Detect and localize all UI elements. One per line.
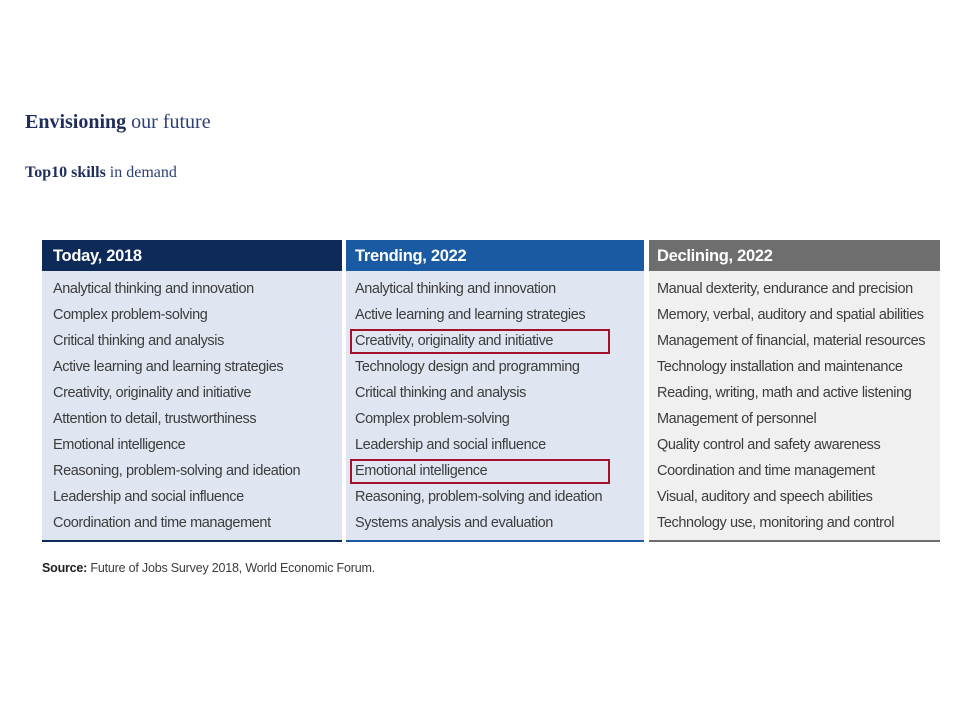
skill-item: Creativity, originality and initiative bbox=[53, 385, 252, 401]
skill-item: Attention to detail, trustworthiness bbox=[53, 411, 257, 427]
skill-item: Management of personnel bbox=[657, 411, 817, 427]
column-header-trending: Trending, 2022 bbox=[346, 240, 644, 271]
slide-title-strong: Envisioning bbox=[25, 111, 127, 133]
source-text: Future of Jobs Survey 2018, World Economic Forum. bbox=[87, 561, 375, 575]
skill-item: Systems analysis and evaluation bbox=[355, 515, 553, 531]
source-note bbox=[42, 561, 375, 575]
skill-item: Active learning and learning strategies bbox=[355, 307, 586, 323]
slide-subtitle-rest: in demand bbox=[105, 164, 177, 181]
skill-item: Coordination and time management bbox=[657, 463, 875, 479]
skill-item-highlighted: Creativity, originality and initiative bbox=[355, 333, 554, 349]
column-header-today: Today, 2018 bbox=[42, 240, 342, 271]
column-today-2018 bbox=[42, 240, 342, 542]
skill-item: Critical thinking and analysis bbox=[53, 333, 224, 349]
slide-title bbox=[25, 111, 211, 134]
skill-item: Analytical thinking and innovation bbox=[53, 281, 254, 297]
skill-item: Technology design and programming bbox=[355, 359, 580, 375]
skill-item: Leadership and social influence bbox=[53, 489, 244, 505]
skill-item: Complex problem-solving bbox=[355, 411, 510, 427]
column-declining-2022 bbox=[649, 240, 940, 542]
skill-item: Memory, verbal, auditory and spatial abilities bbox=[657, 307, 924, 323]
skill-item-highlighted: Emotional intelligence bbox=[355, 463, 488, 479]
skill-item: Quality control and safety awareness bbox=[657, 437, 881, 453]
skill-item: Management of financial, material resources bbox=[657, 333, 926, 349]
skill-item: Reasoning, problem-solving and ideation bbox=[355, 489, 603, 505]
skill-item: Reasoning, problem-solving and ideation bbox=[53, 463, 301, 479]
slide-subtitle-strong: Top10 skills bbox=[25, 164, 106, 181]
skill-item: Technology use, monitoring and control bbox=[657, 515, 895, 531]
skill-item: Analytical thinking and innovation bbox=[355, 281, 556, 297]
column-trending-2022 bbox=[346, 240, 644, 542]
highlight-box-emotional-intelligence bbox=[350, 459, 610, 484]
skill-item: Technology installation and maintenance bbox=[657, 359, 903, 375]
highlight-box-creativity bbox=[350, 329, 610, 354]
skills-list-trending bbox=[346, 271, 644, 536]
skill-item: Manual dexterity, endurance and precision bbox=[657, 281, 913, 297]
skill-item: Coordination and time management bbox=[53, 515, 271, 531]
source-label: Source: bbox=[42, 561, 88, 575]
skill-item: Visual, auditory and speech abilities bbox=[657, 489, 873, 505]
skill-item: Complex problem-solving bbox=[53, 307, 208, 323]
slide-subtitle bbox=[25, 164, 177, 182]
slide-title-rest: our future bbox=[126, 111, 211, 133]
skill-item: Emotional intelligence bbox=[53, 437, 186, 453]
skill-item: Critical thinking and analysis bbox=[355, 385, 526, 401]
column-header-declining: Declining, 2022 bbox=[649, 240, 940, 271]
skills-list-today bbox=[42, 271, 342, 536]
skill-item: Leadership and social influence bbox=[355, 437, 546, 453]
skill-item: Reading, writing, math and active listening bbox=[657, 385, 912, 401]
skills-list-declining bbox=[649, 271, 940, 536]
skill-item: Active learning and learning strategies bbox=[53, 359, 284, 375]
